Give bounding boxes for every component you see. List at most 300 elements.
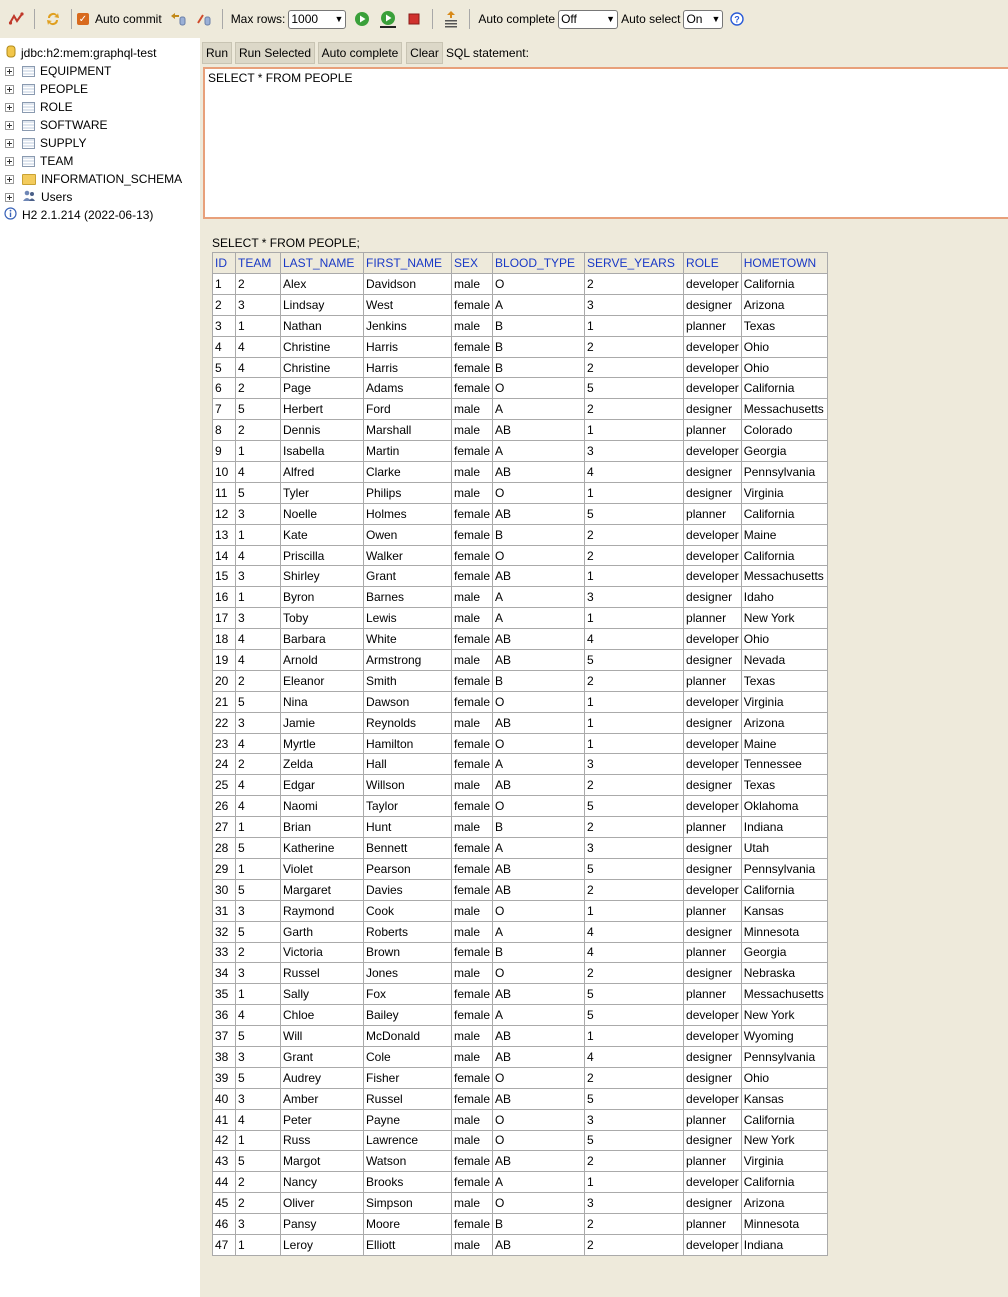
table-cell[interactable]: Minnesota — [741, 1214, 827, 1235]
column-header-id[interactable]: ID — [213, 253, 236, 274]
table-cell[interactable]: 2 — [236, 378, 281, 399]
table-cell[interactable]: O — [493, 963, 585, 984]
table-cell[interactable]: Kate — [281, 524, 364, 545]
table-cell[interactable]: Cole — [364, 1046, 452, 1067]
table-cell[interactable]: Will — [281, 1026, 364, 1047]
table-cell[interactable]: Russel — [281, 963, 364, 984]
table-cell[interactable]: 2 — [236, 754, 281, 775]
table-cell[interactable]: Clarke — [364, 462, 452, 483]
table-cell[interactable]: Barbara — [281, 629, 364, 650]
table-cell[interactable]: 15 — [213, 566, 236, 587]
table-cell[interactable]: Watson — [364, 1151, 452, 1172]
table-cell[interactable]: 5 — [236, 482, 281, 503]
table-cell[interactable]: Willson — [364, 775, 452, 796]
table-cell[interactable]: 5 — [585, 984, 684, 1005]
table-cell[interactable]: Hall — [364, 754, 452, 775]
column-header-last-name[interactable]: LAST_NAME — [281, 253, 364, 274]
table-cell[interactable]: Virginia — [741, 1151, 827, 1172]
table-cell[interactable]: 3 — [236, 1088, 281, 1109]
expand-icon[interactable] — [5, 67, 14, 76]
table-cell[interactable]: 9 — [213, 441, 236, 462]
tree-item-people[interactable] — [0, 80, 88, 98]
table-cell[interactable]: McDonald — [364, 1026, 452, 1047]
table-cell[interactable]: 46 — [213, 1214, 236, 1235]
table-cell[interactable]: Priscilla — [281, 545, 364, 566]
table-cell[interactable]: O — [493, 796, 585, 817]
table-cell[interactable]: AB — [493, 1046, 585, 1067]
table-cell[interactable]: Brian — [281, 817, 364, 838]
table-cell[interactable]: 36 — [213, 1005, 236, 1026]
table-cell[interactable]: 1 — [236, 817, 281, 838]
table-cell[interactable]: Fox — [364, 984, 452, 1005]
table-cell[interactable]: Minnesota — [741, 921, 827, 942]
table-cell[interactable]: Pennsylvania — [741, 1046, 827, 1067]
table-cell[interactable]: Messachusetts — [741, 399, 827, 420]
table-cell[interactable]: A — [493, 754, 585, 775]
table-cell[interactable]: Nebraska — [741, 963, 827, 984]
table-cell[interactable]: 28 — [213, 838, 236, 859]
table-cell[interactable]: 33 — [213, 942, 236, 963]
table-cell[interactable]: Kansas — [741, 900, 827, 921]
table-cell[interactable]: Myrtle — [281, 733, 364, 754]
table-cell[interactable]: developer — [684, 1172, 742, 1193]
table-cell[interactable]: O — [493, 274, 585, 295]
table-cell[interactable]: 2 — [585, 357, 684, 378]
clear-button[interactable]: Clear — [406, 42, 443, 64]
table-cell[interactable]: 1 — [585, 1172, 684, 1193]
table-cell[interactable]: 2 — [236, 670, 281, 691]
column-header-blood-type[interactable]: BLOOD_TYPE — [493, 253, 585, 274]
table-cell[interactable]: 6 — [213, 378, 236, 399]
table-cell[interactable]: 5 — [236, 691, 281, 712]
table-cell[interactable]: Audrey — [281, 1067, 364, 1088]
table-cell[interactable]: Pearson — [364, 858, 452, 879]
table-cell[interactable]: 3 — [236, 963, 281, 984]
table-cell[interactable]: 40 — [213, 1088, 236, 1109]
table-cell[interactable]: Russel — [364, 1088, 452, 1109]
table-cell[interactable]: 24 — [213, 754, 236, 775]
sql-editor[interactable]: SELECT * FROM PEOPLE — [203, 67, 1008, 219]
table-cell[interactable]: 3 — [236, 1214, 281, 1235]
table-cell[interactable]: developer — [684, 1234, 742, 1255]
table-cell[interactable]: California — [741, 274, 827, 295]
table-cell[interactable]: Idaho — [741, 587, 827, 608]
table-cell[interactable]: AB — [493, 1151, 585, 1172]
table-cell[interactable]: O — [493, 378, 585, 399]
table-cell[interactable]: O — [493, 1193, 585, 1214]
table-cell[interactable]: planner — [684, 900, 742, 921]
table-cell[interactable]: Jones — [364, 963, 452, 984]
table-cell[interactable]: 27 — [213, 817, 236, 838]
table-cell[interactable]: developer — [684, 336, 742, 357]
table-cell[interactable]: Harris — [364, 357, 452, 378]
table-cell[interactable]: female — [452, 754, 493, 775]
table-cell[interactable]: 4 — [236, 545, 281, 566]
table-cell[interactable]: 1 — [213, 274, 236, 295]
table-cell[interactable]: Hamilton — [364, 733, 452, 754]
table-cell[interactable]: 32 — [213, 921, 236, 942]
table-cell[interactable]: Katherine — [281, 838, 364, 859]
table-cell[interactable]: developer — [684, 1005, 742, 1026]
table-cell[interactable]: New York — [741, 1005, 827, 1026]
run-selected-icon[interactable] — [378, 9, 398, 29]
table-cell[interactable]: West — [364, 294, 452, 315]
table-cell[interactable]: female — [452, 691, 493, 712]
table-cell[interactable]: California — [741, 1172, 827, 1193]
table-cell[interactable]: 1 — [585, 733, 684, 754]
column-header-team[interactable]: TEAM — [236, 253, 281, 274]
table-cell[interactable]: 23 — [213, 733, 236, 754]
table-cell[interactable]: developer — [684, 1026, 742, 1047]
table-cell[interactable]: female — [452, 357, 493, 378]
table-cell[interactable]: Pennsylvania — [741, 462, 827, 483]
table-cell[interactable]: female — [452, 1151, 493, 1172]
table-cell[interactable]: 37 — [213, 1026, 236, 1047]
table-cell[interactable]: 5 — [236, 921, 281, 942]
table-cell[interactable]: 38 — [213, 1046, 236, 1067]
table-cell[interactable]: Fisher — [364, 1067, 452, 1088]
table-cell[interactable]: male — [452, 900, 493, 921]
table-cell[interactable]: Margot — [281, 1151, 364, 1172]
table-cell[interactable]: O — [493, 733, 585, 754]
table-cell[interactable]: 47 — [213, 1234, 236, 1255]
table-cell[interactable]: male — [452, 1109, 493, 1130]
table-cell[interactable]: developer — [684, 545, 742, 566]
table-cell[interactable]: A — [493, 921, 585, 942]
table-cell[interactable]: Bailey — [364, 1005, 452, 1026]
table-cell[interactable]: 2 — [236, 420, 281, 441]
table-cell[interactable]: Violet — [281, 858, 364, 879]
table-cell[interactable]: male — [452, 420, 493, 441]
table-cell[interactable]: A — [493, 838, 585, 859]
table-cell[interactable]: Kansas — [741, 1088, 827, 1109]
table-cell[interactable]: 30 — [213, 879, 236, 900]
table-cell[interactable]: Nancy — [281, 1172, 364, 1193]
table-cell[interactable]: Noelle — [281, 503, 364, 524]
auto-complete-button[interactable]: Auto complete — [318, 42, 402, 64]
table-cell[interactable]: B — [493, 817, 585, 838]
table-cell[interactable]: 3 — [585, 838, 684, 859]
table-cell[interactable]: 11 — [213, 482, 236, 503]
table-cell[interactable]: Barnes — [364, 587, 452, 608]
table-cell[interactable]: 2 — [585, 963, 684, 984]
table-cell[interactable]: Byron — [281, 587, 364, 608]
table-cell[interactable]: Brown — [364, 942, 452, 963]
table-cell[interactable]: Tennessee — [741, 754, 827, 775]
table-cell[interactable]: California — [741, 545, 827, 566]
column-header-sex[interactable]: SEX — [452, 253, 493, 274]
disconnect-icon[interactable] — [6, 9, 26, 29]
table-cell[interactable]: planner — [684, 315, 742, 336]
refresh-icon[interactable] — [43, 9, 63, 29]
table-cell[interactable]: 1 — [236, 441, 281, 462]
table-cell[interactable]: designer — [684, 963, 742, 984]
table-cell[interactable]: 18 — [213, 629, 236, 650]
table-cell[interactable]: Leroy — [281, 1234, 364, 1255]
table-cell[interactable]: 2 — [213, 294, 236, 315]
table-cell[interactable]: female — [452, 1214, 493, 1235]
table-cell[interactable]: 5 — [585, 1130, 684, 1151]
table-cell[interactable]: Nathan — [281, 315, 364, 336]
table-cell[interactable]: Dawson — [364, 691, 452, 712]
table-cell[interactable]: Moore — [364, 1214, 452, 1235]
table-cell[interactable]: female — [452, 942, 493, 963]
table-cell[interactable]: designer — [684, 1193, 742, 1214]
table-cell[interactable]: A — [493, 399, 585, 420]
table-cell[interactable]: Arizona — [741, 1193, 827, 1214]
table-cell[interactable]: 3 — [585, 754, 684, 775]
table-cell[interactable]: 3 — [585, 1109, 684, 1130]
table-cell[interactable]: A — [493, 294, 585, 315]
table-cell[interactable]: 2 — [585, 524, 684, 545]
table-cell[interactable]: Jenkins — [364, 315, 452, 336]
table-cell[interactable]: Owen — [364, 524, 452, 545]
table-cell[interactable]: 5 — [585, 1088, 684, 1109]
table-cell[interactable]: 4 — [236, 775, 281, 796]
table-cell[interactable]: designer — [684, 399, 742, 420]
table-cell[interactable]: female — [452, 670, 493, 691]
table-cell[interactable]: developer — [684, 691, 742, 712]
table-cell[interactable]: Payne — [364, 1109, 452, 1130]
table-cell[interactable]: male — [452, 482, 493, 503]
table-cell[interactable]: Victoria — [281, 942, 364, 963]
expand-icon[interactable] — [5, 85, 14, 94]
table-cell[interactable]: Smith — [364, 670, 452, 691]
table-cell[interactable]: 14 — [213, 545, 236, 566]
tree-item-users[interactable] — [0, 188, 72, 206]
table-cell[interactable]: female — [452, 984, 493, 1005]
table-cell[interactable]: 5 — [585, 503, 684, 524]
table-cell[interactable]: designer — [684, 587, 742, 608]
table-cell[interactable]: California — [741, 879, 827, 900]
table-cell[interactable]: Reynolds — [364, 712, 452, 733]
table-cell[interactable]: Shirley — [281, 566, 364, 587]
table-cell[interactable]: planner — [684, 984, 742, 1005]
table-cell[interactable]: 4 — [236, 629, 281, 650]
table-cell[interactable]: AB — [493, 420, 585, 441]
table-cell[interactable]: 5 — [585, 378, 684, 399]
table-cell[interactable]: female — [452, 336, 493, 357]
table-cell[interactable]: designer — [684, 1130, 742, 1151]
table-cell[interactable]: 3 — [585, 1193, 684, 1214]
table-cell[interactable]: Peter — [281, 1109, 364, 1130]
table-cell[interactable]: Virginia — [741, 482, 827, 503]
table-cell[interactable]: 2 — [236, 1193, 281, 1214]
column-header-hometown[interactable]: HOMETOWN — [741, 253, 827, 274]
table-cell[interactable]: 3 — [585, 294, 684, 315]
table-cell[interactable]: A — [493, 587, 585, 608]
table-cell[interactable]: male — [452, 775, 493, 796]
table-cell[interactable]: Garth — [281, 921, 364, 942]
auto-commit-checkbox[interactable]: ✓ — [78, 13, 88, 25]
table-cell[interactable]: 45 — [213, 1193, 236, 1214]
table-cell[interactable]: AB — [493, 462, 585, 483]
table-cell[interactable]: 4 — [585, 462, 684, 483]
table-cell[interactable]: designer — [684, 838, 742, 859]
table-cell[interactable]: Davidson — [364, 274, 452, 295]
table-cell[interactable]: 2 — [236, 942, 281, 963]
table-cell[interactable]: Isabella — [281, 441, 364, 462]
table-cell[interactable]: 29 — [213, 858, 236, 879]
table-cell[interactable]: Arnold — [281, 650, 364, 671]
table-cell[interactable]: 1 — [236, 858, 281, 879]
expand-icon[interactable] — [5, 175, 14, 184]
table-cell[interactable]: planner — [684, 1214, 742, 1235]
table-cell[interactable]: Texas — [741, 315, 827, 336]
table-cell[interactable]: male — [452, 1234, 493, 1255]
table-cell[interactable]: Amber — [281, 1088, 364, 1109]
table-cell[interactable]: 2 — [236, 1172, 281, 1193]
table-cell[interactable]: male — [452, 1130, 493, 1151]
table-cell[interactable]: Messachusetts — [741, 566, 827, 587]
table-cell[interactable]: 1 — [236, 1130, 281, 1151]
table-cell[interactable]: Brooks — [364, 1172, 452, 1193]
table-cell[interactable]: male — [452, 1026, 493, 1047]
table-cell[interactable]: Page — [281, 378, 364, 399]
stop-icon[interactable] — [404, 9, 424, 29]
table-cell[interactable]: 1 — [236, 315, 281, 336]
table-cell[interactable]: 22 — [213, 712, 236, 733]
table-cell[interactable]: AB — [493, 984, 585, 1005]
column-header-role[interactable]: ROLE — [684, 253, 742, 274]
table-cell[interactable]: female — [452, 879, 493, 900]
column-header-first-name[interactable]: FIRST_NAME — [364, 253, 452, 274]
table-cell[interactable]: Edgar — [281, 775, 364, 796]
table-cell[interactable]: 3 — [236, 566, 281, 587]
table-cell[interactable]: female — [452, 545, 493, 566]
table-cell[interactable]: 3 — [236, 608, 281, 629]
table-cell[interactable]: 1 — [585, 482, 684, 503]
table-cell[interactable]: designer — [684, 712, 742, 733]
table-cell[interactable]: planner — [684, 1151, 742, 1172]
table-cell[interactable]: O — [493, 900, 585, 921]
table-cell[interactable]: Eleanor — [281, 670, 364, 691]
table-cell[interactable]: Bennett — [364, 838, 452, 859]
table-cell[interactable]: Lindsay — [281, 294, 364, 315]
table-cell[interactable]: 3 — [236, 900, 281, 921]
table-cell[interactable]: Raymond — [281, 900, 364, 921]
auto-select-select[interactable] — [683, 10, 723, 29]
table-cell[interactable]: Pennsylvania — [741, 858, 827, 879]
table-cell[interactable]: female — [452, 524, 493, 545]
table-cell[interactable]: Roberts — [364, 921, 452, 942]
table-cell[interactable]: developer — [684, 879, 742, 900]
table-cell[interactable]: 1 — [585, 712, 684, 733]
table-cell[interactable]: Taylor — [364, 796, 452, 817]
table-cell[interactable]: 4 — [585, 942, 684, 963]
table-cell[interactable]: designer — [684, 482, 742, 503]
table-cell[interactable]: 5 — [236, 1151, 281, 1172]
table-cell[interactable]: developer — [684, 754, 742, 775]
max-rows-select[interactable] — [288, 10, 346, 29]
column-header-serve-years[interactable]: SERVE_YEARS — [585, 253, 684, 274]
table-cell[interactable]: female — [452, 1067, 493, 1088]
table-cell[interactable]: B — [493, 315, 585, 336]
table-cell[interactable]: Hunt — [364, 817, 452, 838]
table-cell[interactable]: 5 — [585, 796, 684, 817]
table-cell[interactable]: A — [493, 608, 585, 629]
table-cell[interactable]: female — [452, 1005, 493, 1026]
table-cell[interactable]: 2 — [585, 1067, 684, 1088]
run-icon[interactable] — [352, 9, 372, 29]
table-cell[interactable]: Holmes — [364, 503, 452, 524]
table-cell[interactable]: 3 — [236, 503, 281, 524]
table-cell[interactable]: developer — [684, 629, 742, 650]
table-cell[interactable]: AB — [493, 775, 585, 796]
table-cell[interactable]: male — [452, 462, 493, 483]
table-cell[interactable]: developer — [684, 796, 742, 817]
table-cell[interactable]: 17 — [213, 608, 236, 629]
table-cell[interactable]: 5 — [585, 650, 684, 671]
table-cell[interactable]: female — [452, 378, 493, 399]
table-cell[interactable]: 2 — [585, 817, 684, 838]
table-cell[interactable]: female — [452, 1172, 493, 1193]
table-cell[interactable]: 21 — [213, 691, 236, 712]
table-cell[interactable]: O — [493, 1067, 585, 1088]
table-cell[interactable]: Indiana — [741, 1234, 827, 1255]
table-cell[interactable]: AB — [493, 879, 585, 900]
table-cell[interactable]: 3 — [236, 712, 281, 733]
commit-icon[interactable] — [194, 9, 214, 29]
table-cell[interactable]: male — [452, 399, 493, 420]
table-cell[interactable]: Georgia — [741, 942, 827, 963]
table-cell[interactable]: male — [452, 1046, 493, 1067]
table-cell[interactable]: female — [452, 503, 493, 524]
table-cell[interactable]: Cook — [364, 900, 452, 921]
table-cell[interactable]: male — [452, 587, 493, 608]
table-cell[interactable]: Tyler — [281, 482, 364, 503]
table-cell[interactable]: 5 — [236, 399, 281, 420]
expand-icon[interactable] — [5, 193, 14, 202]
table-cell[interactable]: 1 — [236, 984, 281, 1005]
table-cell[interactable]: developer — [684, 733, 742, 754]
table-cell[interactable]: Marshall — [364, 420, 452, 441]
table-cell[interactable]: 4 — [585, 1046, 684, 1067]
table-cell[interactable]: male — [452, 712, 493, 733]
table-cell[interactable]: 2 — [236, 274, 281, 295]
table-cell[interactable]: developer — [684, 378, 742, 399]
expand-icon[interactable] — [5, 103, 14, 112]
table-cell[interactable]: 42 — [213, 1130, 236, 1151]
table-cell[interactable]: designer — [684, 462, 742, 483]
table-cell[interactable]: 4 — [236, 733, 281, 754]
table-cell[interactable]: AB — [493, 629, 585, 650]
tree-item-role[interactable] — [0, 98, 73, 116]
expand-icon[interactable] — [5, 139, 14, 148]
table-cell[interactable]: AB — [493, 503, 585, 524]
table-cell[interactable]: 4 — [236, 462, 281, 483]
table-cell[interactable]: Arizona — [741, 712, 827, 733]
table-cell[interactable]: Grant — [281, 1046, 364, 1067]
table-cell[interactable]: Simpson — [364, 1193, 452, 1214]
table-cell[interactable]: Herbert — [281, 399, 364, 420]
table-cell[interactable]: Christine — [281, 357, 364, 378]
table-cell[interactable]: AB — [493, 1026, 585, 1047]
table-cell[interactable]: Dennis — [281, 420, 364, 441]
table-cell[interactable]: Ford — [364, 399, 452, 420]
table-cell[interactable]: female — [452, 294, 493, 315]
table-cell[interactable]: 31 — [213, 900, 236, 921]
table-cell[interactable]: AB — [493, 1088, 585, 1109]
table-cell[interactable]: designer — [684, 650, 742, 671]
table-cell[interactable]: designer — [684, 1046, 742, 1067]
table-cell[interactable]: male — [452, 315, 493, 336]
table-cell[interactable]: Alfred — [281, 462, 364, 483]
table-cell[interactable]: female — [452, 838, 493, 859]
table-cell[interactable]: 3 — [236, 1046, 281, 1067]
table-cell[interactable]: AB — [493, 858, 585, 879]
table-cell[interactable]: 34 — [213, 963, 236, 984]
